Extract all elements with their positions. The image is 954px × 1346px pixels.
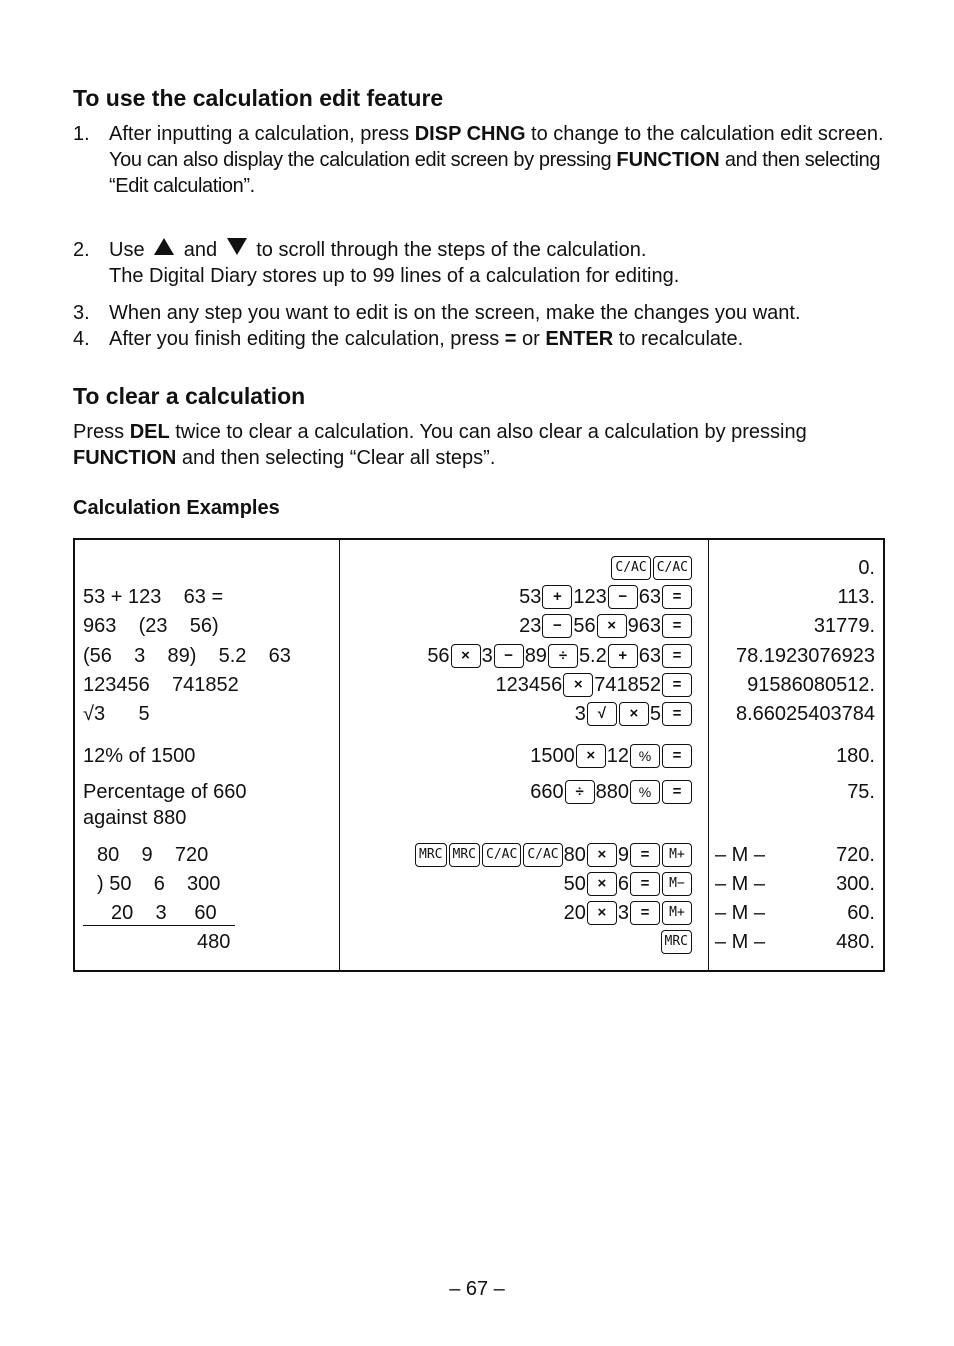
- calc-key: ×: [587, 843, 617, 867]
- key-number: 741852: [594, 674, 661, 696]
- key-sequence: [496, 673, 694, 697]
- result-value: 0.: [858, 557, 875, 579]
- key-number: 50: [563, 873, 586, 895]
- key-number: 5: [649, 703, 661, 725]
- calc-key: ×: [576, 744, 606, 768]
- calc-key: =: [630, 843, 660, 867]
- up-triangle-icon: [154, 238, 174, 255]
- calc-key: ÷: [548, 644, 578, 668]
- calc-key: MRC: [661, 930, 692, 954]
- key-sequence: [660, 930, 693, 954]
- clear-paragraph: Press DEL twice to clear a calculation. You can also clear a calculation by pressing FUNCTION and then selecting “Clear all steps”.: [73, 421, 807, 469]
- calc-key: ×: [619, 702, 649, 726]
- result-value: 31779.: [813, 615, 875, 637]
- key-number: 660: [530, 781, 564, 803]
- result-value: 60.: [847, 902, 875, 924]
- result-value: 91586080512.: [747, 674, 875, 696]
- calc-key: MRC: [415, 843, 446, 867]
- calc-key: =: [662, 702, 692, 726]
- key-number: 1500: [530, 745, 575, 767]
- result-value: 113.: [837, 586, 875, 608]
- calc-key: C/AC: [653, 556, 692, 580]
- page-number: – 67 –: [449, 1278, 505, 1300]
- calc-key: C/AC: [611, 556, 650, 580]
- result-value: 78.1923076923: [735, 645, 875, 667]
- calc-key: −: [608, 585, 638, 609]
- section-heading-edit: To use the calculation edit feature: [73, 85, 444, 111]
- expression: ) 50 6 300: [97, 873, 221, 895]
- key-number: 963: [627, 615, 661, 637]
- memory-indicator: – M –: [715, 844, 766, 866]
- key-number: 12: [606, 745, 629, 767]
- calc-key: %: [630, 780, 660, 804]
- key-number: 3: [617, 902, 629, 924]
- column-divider: [708, 540, 709, 970]
- calc-key: ×: [587, 901, 617, 925]
- key-number: 123: [573, 586, 607, 608]
- key-function: FUNCTION: [616, 149, 720, 171]
- key-number: 9: [617, 844, 629, 866]
- key-number: 80: [563, 844, 586, 866]
- result-value: 720.: [836, 844, 875, 866]
- calc-key: =: [662, 780, 692, 804]
- key-number: 23: [519, 615, 542, 637]
- result-value: 180.: [836, 745, 875, 767]
- key-number: 5.2: [578, 645, 607, 667]
- calc-key: M+: [662, 843, 692, 867]
- key-number: 56: [573, 615, 596, 637]
- manual-page: To use the calculation edit feature 1. After inputting a calculation, press DISP CHNG to change to the calculation edit screen. You can also display the calculation edit screen by pressing FUNCTION and then selecting “Edit calculation”. 2. Use and to scroll through the steps of the calculation. The Digital Diary stores up to 99 lines of a calculation for editing. 3. When any step you want to edit is on the screen, make the changes you want. 4. After you finish editing the calculation, press = or ENTER to recalculate. To clear a calculation Press DEL twice to clear a calculation. You can also clear a calculation by pressing FUNCTION and then selecting “Clear all steps”. Calculation Examples C/AC C/AC 0. 53 + 123 63 = 53 + 123 − 63 = 113. 963 (23 56) 23 − 56 × 963 = 31779. (56 3 89) 5.2 63 56 × 3 − 89 ÷ 5.2 + 63 = 78.1923076923 123456 741852 123456 × 741852 = 91586080512. √3 5 3 √ × 5 = 8.66025403784 12% of 1500 1500 × 12 % = 180. Percentage of 660 against 880 660 ÷ 880 % = 75. 80 9 720 MRC MRC C/AC C/AC 80 × 9 = M+ – M – 720. ) 50 6 300 50 × 6 = M− – M – 300. 20 3 60 20 × 3 = M+ – M – 60. 480 MRC – M – 480. – 67 –: [0, 0, 954, 1346]
- calc-key: ×: [597, 614, 627, 638]
- calc-key: =: [630, 872, 660, 896]
- calc-key: −: [542, 614, 572, 638]
- key-sequence: [530, 744, 693, 768]
- calc-key: =: [662, 614, 692, 638]
- down-triangle-icon: [227, 238, 247, 255]
- examples-table: [73, 538, 885, 972]
- calc-key: M−: [662, 872, 692, 896]
- expression: Percentage of 660: [83, 781, 247, 803]
- calc-key: %: [630, 744, 660, 768]
- key-number: 63: [638, 645, 661, 667]
- calc-key: √: [587, 702, 617, 726]
- calc-key: M+: [662, 901, 692, 925]
- calc-key: +: [542, 585, 572, 609]
- calc-key: ×: [451, 644, 481, 668]
- section-heading-clear: To clear a calculation: [73, 383, 306, 409]
- key-sequence: [564, 872, 693, 896]
- key-number: 880: [595, 781, 629, 803]
- calc-key: =: [662, 744, 692, 768]
- result-value: 480.: [836, 931, 875, 953]
- calc-key: ÷: [565, 780, 595, 804]
- calc-key: =: [662, 644, 692, 668]
- calc-key: +: [608, 644, 638, 668]
- calc-key: MRC: [449, 843, 480, 867]
- calc-key: ×: [563, 673, 593, 697]
- key-number: 89: [524, 645, 547, 667]
- key-number: 3: [574, 703, 586, 725]
- key-number: 53: [519, 586, 542, 608]
- examples-heading: Calculation Examples: [73, 497, 280, 519]
- expression: (56 3 89) 5.2 63: [83, 645, 291, 667]
- result-value: 8.66025403784: [735, 703, 875, 725]
- expression: 963 (23 56): [83, 615, 219, 637]
- key-sequence: [564, 901, 693, 925]
- expression: 123456 741852: [83, 674, 239, 696]
- expression: 80 9 720: [97, 844, 209, 866]
- calc-key: ×: [587, 872, 617, 896]
- key-sequence: [427, 644, 693, 668]
- calc-key: =: [662, 585, 692, 609]
- key-sequence: [610, 556, 693, 580]
- key-number: 63: [638, 586, 661, 608]
- result-value: 75.: [847, 781, 875, 803]
- key-sequence: [575, 702, 693, 726]
- column-divider: [339, 540, 340, 970]
- calc-key: −: [494, 644, 524, 668]
- key-number: 20: [563, 902, 586, 924]
- expression-line2: against 880: [83, 807, 187, 829]
- calc-key: C/AC: [482, 843, 521, 867]
- expression: √3 5: [83, 703, 150, 725]
- key-number: 3: [481, 645, 493, 667]
- calc-key: =: [662, 673, 692, 697]
- key-number: 6: [617, 873, 629, 895]
- key-number: 56: [427, 645, 450, 667]
- calc-key: =: [630, 901, 660, 925]
- key-sequence: [414, 843, 693, 867]
- calc-key: C/AC: [523, 843, 562, 867]
- expression: 480: [197, 931, 231, 953]
- expression: 53 + 123 63 =: [83, 586, 224, 608]
- result-value: 300.: [836, 873, 875, 895]
- expression: 12% of 1500: [83, 745, 196, 767]
- key-disp-chng: DISP CHNG: [414, 123, 526, 145]
- key-sequence: [530, 780, 693, 804]
- memory-indicator: – M –: [715, 931, 766, 953]
- key-number: 123456: [495, 674, 563, 696]
- key-sequence: [519, 585, 693, 609]
- key-sequence: [519, 614, 693, 638]
- memory-indicator: – M –: [715, 902, 766, 924]
- expression: 20 3 60: [83, 901, 235, 926]
- memory-indicator: – M –: [715, 873, 766, 895]
